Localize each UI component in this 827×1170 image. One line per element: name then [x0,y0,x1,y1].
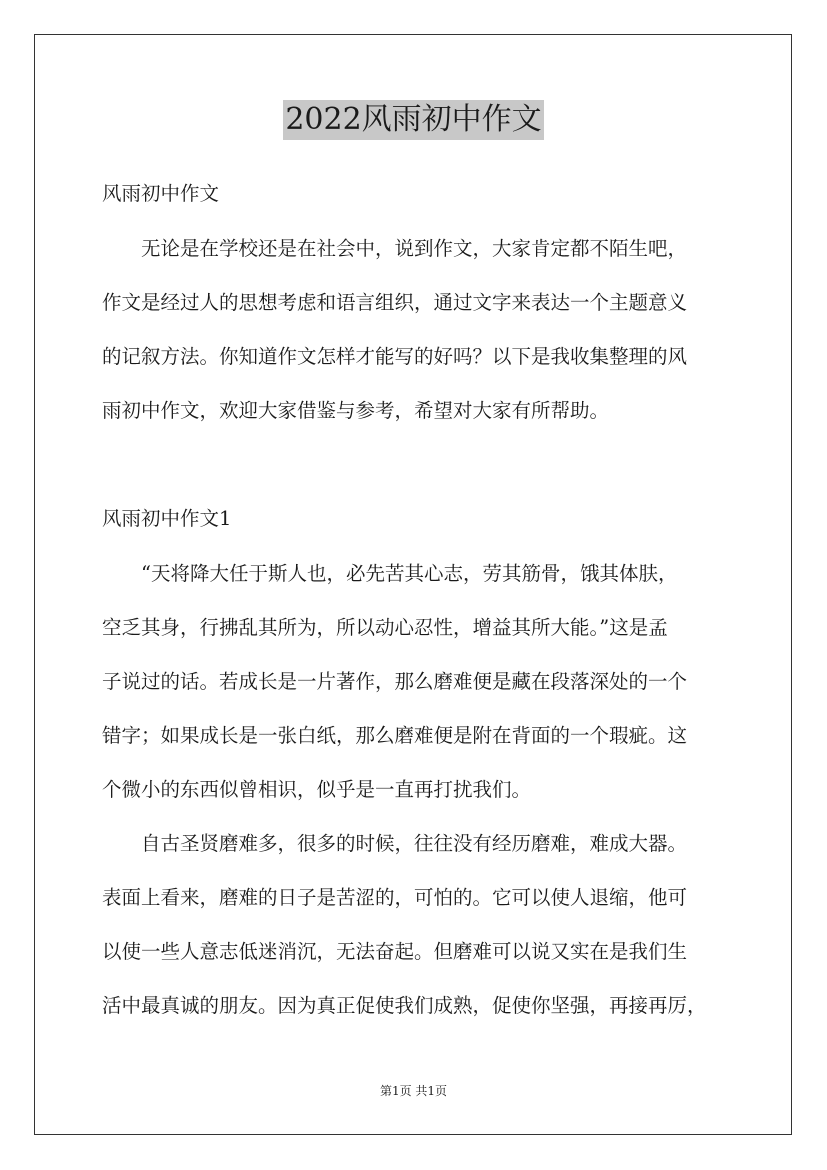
paragraph-line: 子说过的话。若成长是一片著作，那么磨难便是藏在段落深处的一个 [102,670,688,693]
page-footer: 第1页 共1页 [379,1084,448,1098]
paragraph-line: 作文是经过人的思想考虑和语言组织，通过文字来表达一个主题意义 [102,291,688,314]
title-container [0,100,827,140]
paragraph-line: 个微小的东西似曾相识，似乎是一直再打扰我们。 [102,778,532,801]
document-title: 2022风雨初中作文 [283,100,543,140]
paragraph-line: 自古圣贤磨难多，很多的时候，往往没有经历磨难，难成大器。 [141,832,688,855]
paragraph-line: 无论是在学校还是在社会中，说到作文，大家肯定都不陌生吧， [141,237,688,260]
paragraph-line: 的记叙方法。你知道作文怎样才能写的好吗？以下是我收集整理的风 [102,345,688,368]
paragraph-line: 错字；如果成长是一张白纸，那么磨难便是附在背面的一个瑕疵。这 [102,724,688,747]
paragraph-line: 表面上看来，磨难的日子是苦涩的，可怕的。它可以使人退缩，他可 [102,886,688,909]
section-heading-1: 风雨初中作文1 [102,507,232,530]
paragraph-line: 雨初中作文，欢迎大家借鉴与参考，希望对大家有所帮助。 [102,399,610,422]
paragraph-line: 空乏其身，行拂乱其所为，所以动心忍性，增益其所大能。”这是孟 [102,616,668,639]
paragraph-line: “天将降大任于斯人也，必先苦其心志，劳其筋骨，饿其体肤， [141,562,678,585]
section-heading-intro: 风雨初中作文 [102,182,220,205]
paragraph-line: 以使一些人意志低迷消沉，无法奋起。但磨难可以说又实在是我们生 [102,940,688,963]
paragraph-line: 活中最真诚的朋友。因为真正促使我们成熟，促使你坚强，再接再厉， [102,994,707,1017]
